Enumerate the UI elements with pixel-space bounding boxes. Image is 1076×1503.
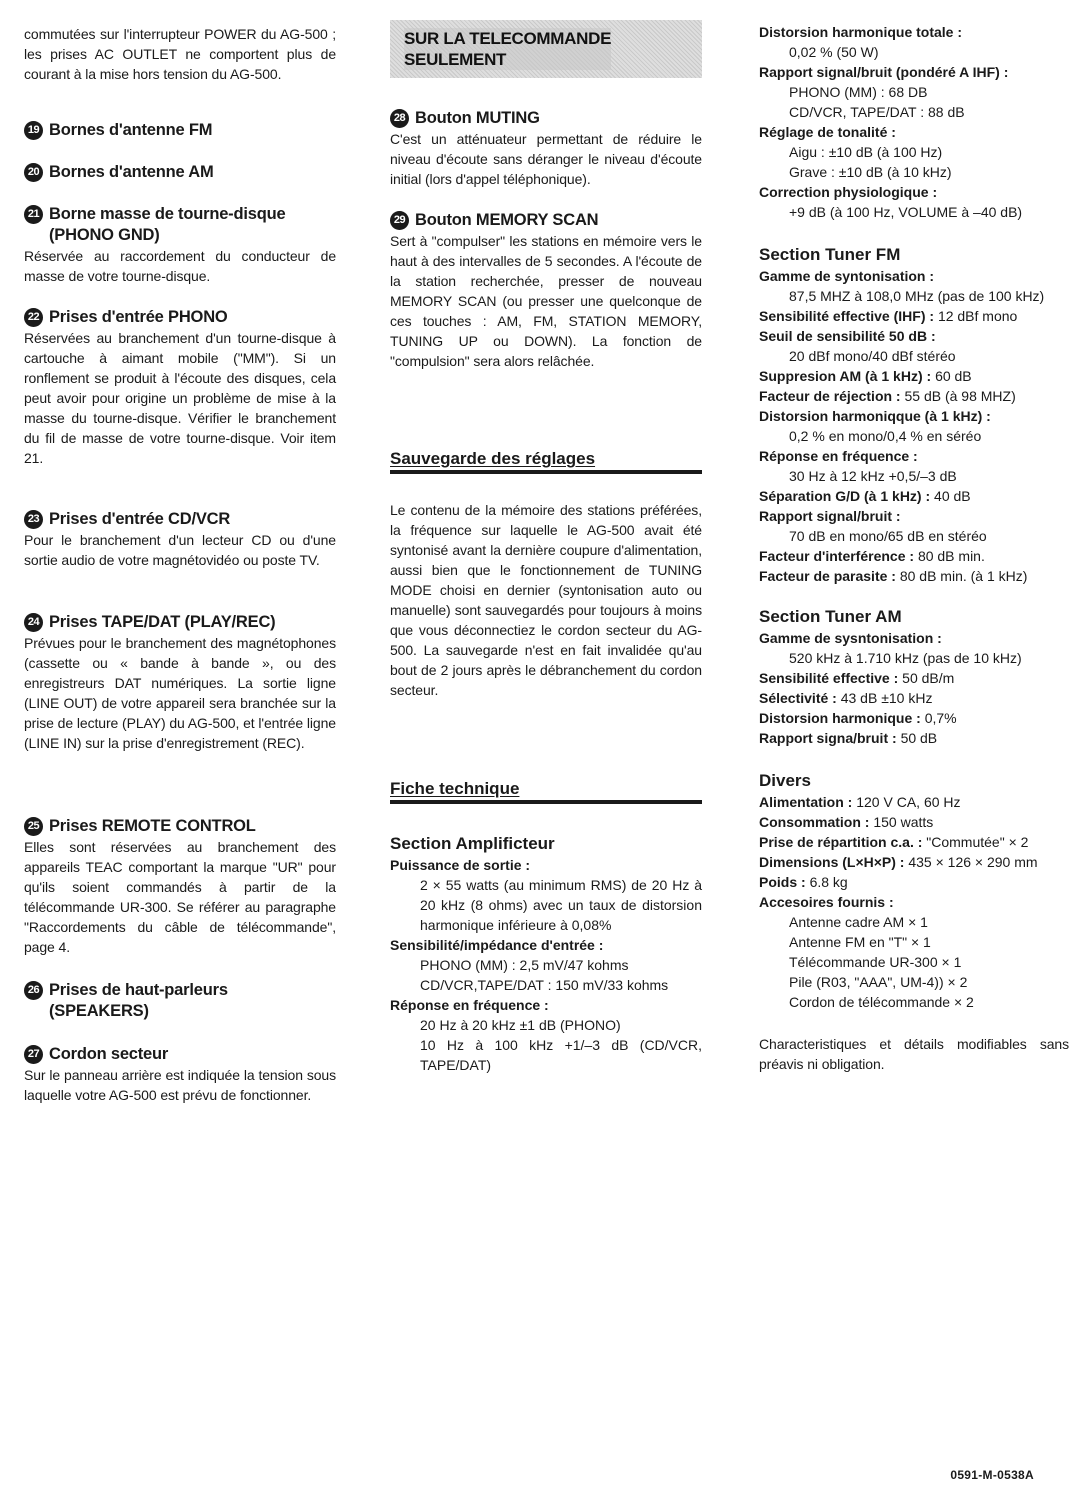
item-21 [24,204,336,286]
am-specs [759,606,1069,748]
accessory-item: Télécommande UR-300 × 1 [789,954,962,970]
spec-label: Séparation G/D (à 1 kHz) : [759,488,931,504]
spec-label: Gamme de syntonisation : [759,268,935,284]
accessory-item: Cordon de télécommande × 2 [789,994,974,1010]
accessory-item: Pile (R03, "AAA", UM-4)) × 2 [789,974,968,990]
spec-value: 0,2 % en mono/0,4 % en séréo [789,428,982,444]
spec-value: Aigu : ±10 dB (à 100 Hz) [789,144,943,160]
spec-value: "Commutée" × 2 [926,834,1029,850]
spec-value: +9 dB (à 100 Hz, VOLUME à –40 dB) [789,204,1023,220]
number-badge: 25 [24,817,43,836]
spec-label: Réponse en fréquence : [390,997,549,1013]
spec-value: 40 dB [934,488,971,504]
number-badge: 21 [24,205,43,224]
item-title: Bornes d'antenne AM [49,163,214,181]
spec-value: 60 dB [935,368,972,384]
item-title: Prises d'entrée CD/VCR [49,510,231,528]
item-title: Prises REMOTE CONTROL [49,817,256,835]
number-badge: 29 [390,211,409,230]
spec-label: Rapport signa/bruit : [759,730,897,746]
item-title: Bouton MEMORY SCAN [415,211,599,229]
spec-label: Correction physiologique : [759,184,938,200]
number-badge: 26 [24,981,43,1000]
spec-label: Dimensions (L×H×P) : [759,854,905,870]
spec-value: 2 × 55 watts (au minimum RMS) de 20 Hz à 20 kHz (8 ohms) avec un taux de distorsion harmonique inférieure à 0,08% [420,877,702,933]
intro-text: commutées sur l'interrupteur POWER du AG-500 ; les prises AC OUTLET ne comportent plus de courant à la mise hors tension du AG-500. [24,26,336,82]
amp-specs-cont [759,22,1069,222]
spec-label: Suppresion AM (à 1 kHz) : [759,368,932,384]
spec-value: 120 V CA, 60 Hz [856,794,961,810]
misc-specs [759,770,1069,1012]
spec-label: Distorsion harmoniqque (à 1 kHz) : [759,408,991,424]
spec-label: Prise de répartition c.a. : [759,834,923,850]
save-settings-text: Le contenu de la mémoire des stations préférées, la fréquence sur laquelle le AG-500 avait été syntonisé avant la dernière coupure d'alimentation, aussi bien que le fonctionnement de TUNING MODE choisi en dernier (syntonisation auto ou manuelle) sont sauvegardés pour toujours à moins que vous déconnectiez le cordon secteur du AG-500. La sauvegarde n'est en fait invalidée qu'au bout de 2 jours après le débranchement du cordon secteur. [390,502,702,698]
item-title: Borne masse de tourne-disque [49,205,286,223]
save-settings-heading: Sauvegarde des réglages [390,448,702,474]
item-title-line2: (SPEAKERS) [49,1002,149,1020]
item-body: Sert à "compulser" les stations en mémoire vers le haut à des intervalles de 5 secondes. A l'écoute de la station recherchée, presser de nouveau MEMORY SCAN (ou presser une quelconque de ces touches : AM, FM, STATION MEMORY, TUNING UP ou DOWN). La fonction de "compulsion" sera alors relâchée. [390,233,702,369]
item-title: Bouton MUTING [415,109,540,127]
spec-value: 80 dB min. [917,548,985,564]
item-28 [390,108,702,189]
spec-label: Facteur de parasite : [759,568,896,584]
accessory-item: Antenne FM en "T" × 1 [789,934,931,950]
fm-section-title: Section Tuner FM [759,245,901,264]
item-22 [24,307,336,468]
spec-value: 50 dB/m [902,670,955,686]
item-29 [390,210,702,371]
spec-value: 20 Hz à 20 kHz ±1 dB (PHONO) [420,1017,621,1033]
spec-label: Gamme de sysntonisation : [759,630,942,646]
spec-label: Rapport signal/bruit (pondéré A IHF) : [759,64,1009,80]
item-body: Sur le panneau arrière est indiquée la tension sous laquelle votre AG-500 est prévu de fonctionner. [24,1067,336,1103]
spec-value: 150 watts [873,814,934,830]
spec-label: Seuil de sensibilité 50 dB : [759,328,936,344]
item-title: Bornes d'antenne FM [49,121,213,139]
spec-value: 435 × 126 × 290 mm [908,854,1038,870]
fm-specs [759,244,1069,586]
spec-label: Distorsion harmonique totale : [759,24,963,40]
spec-label: Accesoires fournis : [759,894,894,910]
spec-value: PHONO (MM) : 68 DB [789,84,928,100]
spec-label: Poids : [759,874,806,890]
item-title: Prises TAPE/DAT (PLAY/REC) [49,613,276,631]
spec-label: Sensibilité effective (IHF) : [759,308,935,324]
spec-label: Distorsion harmonique : [759,710,921,726]
item-26 [24,980,336,1022]
tech-sheet-heading: Fiche technique [390,778,702,804]
misc-section-title: Divers [759,771,811,790]
item-title: Prises de haut-parleurs [49,981,228,999]
spec-label: Sélectivité : [759,690,837,706]
spec-label: Réglage de tonalité : [759,124,896,140]
spec-value: 55 dB (à 98 MHZ) [904,388,1016,404]
item-25 [24,816,336,957]
spec-label: Facteur de réjection : [759,388,901,404]
item-title: Prises d'entrée PHONO [49,308,228,326]
spec-label: Facteur d'interférence : [759,548,915,564]
spec-label: Sensibilité effective : [759,670,899,686]
item-title-line2: (PHONO GND) [49,226,160,244]
item-20 [24,162,336,183]
item-body: Pour le branchement d'un lecteur CD ou d'une sortie audio de votre magnétovidéo ou poste TV. [24,532,336,568]
item-body: Elles sont réservées au branchement des appareils TEAC comportant la marque "UR" pour qu'ils soient commandés à partir de la télécommande UR-300. Se référer au paragraphe "Raccordements du câble de télécommande", page 4. [24,839,336,955]
spec-value: 87,5 MHZ à 108,0 MHz (pas de 100 kHz) [789,288,1045,304]
spec-label: Consommation : [759,814,870,830]
spec-value: CD/VCR,TAPE/DAT : 150 mV/33 kohms [420,977,669,993]
am-section-title: Section Tuner AM [759,607,902,626]
item-title: Cordon secteur [49,1045,169,1063]
spec-value: 12 dBf mono [937,308,1018,324]
spec-value: 70 dB en mono/65 dB en stéréo [789,528,987,544]
spec-label: Alimentation : [759,794,853,810]
item-24 [24,612,336,753]
spec-label: Rapport signal/bruit : [759,508,901,524]
spec-value: 0,02 % (50 W) [789,44,879,60]
spec-value: 50 dB [900,730,938,746]
item-body: Réservées au branchement d'un tourne-disque à cartouche à aimant mobile ("MM"). Si un ronflement se produit à l'écoute des disques, cela peut avoir pour origine un problème de mise à la masse du tourne-disque. Vérifier le branchement du fil de masse de votre tourne-disque. Voir item 21. [24,330,336,466]
spec-value: 30 Hz à 12 kHz +0,5/–3 dB [789,468,957,484]
spec-value: Grave : ±10 dB (à 10 kHz) [789,164,952,180]
banner-line-1: SUR LA TELECOMMANDE [404,29,612,48]
disclaimer-note: Characteristiques et détails modifiables sans préavis ni obligation. [759,1036,1069,1072]
spec-value: 10 Hz à 100 kHz +1/–3 dB (CD/VCR, TAPE/DAT) [420,1037,702,1073]
spec-value: CD/VCR, TAPE/DAT : 88 dB [789,104,965,120]
number-badge: 20 [24,163,43,182]
banner-line-2: SEULEMENT [404,50,507,69]
number-badge: 19 [24,121,43,140]
item-27 [24,1044,336,1105]
spec-value: PHONO (MM) : 2,5 mV/47 kohms [420,957,629,973]
spec-value: 80 dB min. (à 1 kHz) [899,568,1028,584]
item-body: Prévues pour le branchement des magnétophones (cassette ou « bande à bande », ou des enregistreurs DAT numériques. La sortie ligne (LINE OUT) de votre appareil sera branchée sur la prise de lecture (PLAY) du AG-500, et l'entrée ligne (LINE IN) sur la prise d'enregistrement (REC). [24,635,336,751]
number-badge: 27 [24,1045,43,1064]
number-badge: 24 [24,613,43,632]
number-badge: 22 [24,308,43,327]
amp-specs [390,833,702,1075]
item-23 [24,509,336,570]
spec-value: 43 dB ±10 kHz [840,690,933,706]
item-body: C'est un atténuateur permettant de réduire le niveau d'écoute sans déranger le niveau d'écoute initial (lors d'appel téléphonique). [390,131,702,187]
item-19 [24,120,336,141]
remote-only-banner [390,20,702,78]
accessory-item: Antenne cadre AM × 1 [789,914,928,930]
amp-section-title: Section Amplificteur [390,834,555,853]
spec-value: 6.8 kg [809,874,848,890]
spec-value: 0,7% [924,710,957,726]
spec-value: 520 kHz à 1.710 kHz (pas de 10 kHz) [789,650,1022,666]
spec-value: 20 dBf mono/40 dBf stéréo [789,348,956,364]
document-code: 0591-M-0538A [950,1468,1034,1482]
item-body: Réservée au raccordement du conducteur de masse de votre tourne-disque. [24,248,336,284]
number-badge: 23 [24,510,43,529]
spec-label: Sensibilité/impédance d'entrée : [390,937,604,953]
spec-label: Puissance de sortie : [390,857,531,873]
spec-label: Réponse en fréquence : [759,448,918,464]
number-badge: 28 [390,109,409,128]
